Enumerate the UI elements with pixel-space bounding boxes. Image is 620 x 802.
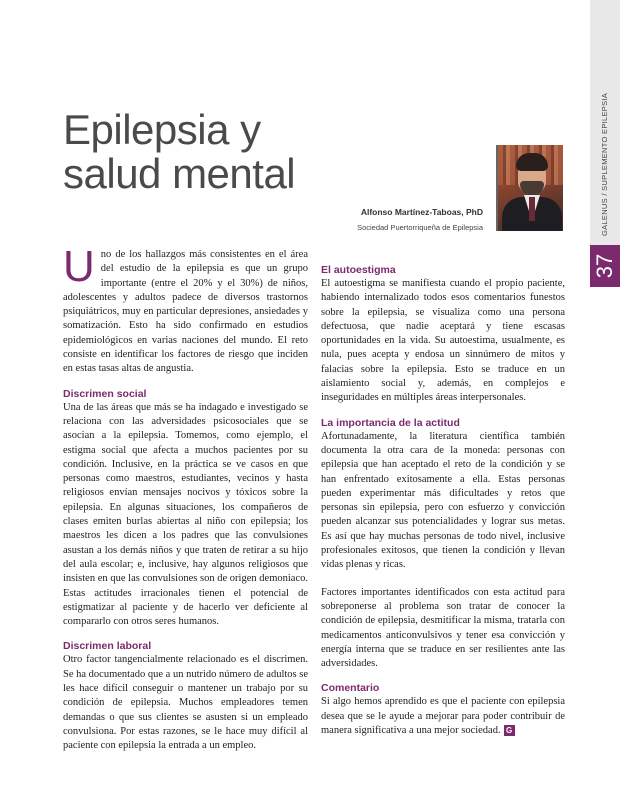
title-line-1: Epilepsia y xyxy=(63,106,261,153)
paragraph-actitud-1: Afortunadamente, la literatura científica también documenta la otra cara de la moneda: personas con epilepsia que han aceptado el reto de la condición y se han enfrentado exitosamente a ella. Estas personas pueden experimentar más dificultades y retos que personas sin epilepsia, pero con esfuerzo y convicción pueden alcanzar sus potencialidades y lograr sus metas. Es así que hay muchas personas de todo nivel, inclusive profesionales exitosos, que tienen la condición y llevan vidas plenas y ricas. xyxy=(321,430,565,571)
author-affiliation: Sociedad Puertorriqueña de Epilepsia xyxy=(357,223,483,232)
paragraph-autoestigma: El autoestigma se manifiesta cuando el propio paciente, habiendo internalizado todos esos comentarios funestos sobre la epilepsia, se visualiza como una persona defectuosa, que nadie aceptará y tiene escasas oportunidades en la vida. Su autoestima, usualmente, es nula, pues acepta y endosa un sinnúmero de mitos y falacias sobre la epilepsia. Esto se traduce en un aislamiento social y, además, en complejos e inseguridades en múltiples áreas interpersonales. xyxy=(321,278,565,404)
paragraph-gap xyxy=(321,573,565,586)
photo-hair xyxy=(516,153,548,171)
paragraph-discrimen-social: Una de las áreas que más se ha indagado e investigado se relaciona con las adversidades psicosociales que se asocian a la epilepsia. Tomemos, como ejemplo, el estigma social que afecta a muchos pacientes por su condición. Inclusive, en la práctica se ve casos en que personas como maestros, estudiantes, vecinos y hasta religiosos envían mensajes nocivos y tóxicos sobre la epilepsia. En algunas situaciones, los compañeros de clases emiten burlas abiertas al niño con epilepsia; los maestros les dicen a los padres que las convulsiones asustan a los demás niños y que traten de retirar a su hijo del aula escolar; e, inclusive, hay algunos religiosos que insisten en que las convulsiones son de origen demoniaco. Estas actitudes irracionales tienen el potencial de estigmatizar al paciente y de hacerlo ver deficiente al compararlo con otros seres humanos. xyxy=(63,401,308,628)
left-column xyxy=(63,242,308,754)
paragraph-discrimen-laboral: Otro factor tangencialmente relacionado es el discrimen. Se ha documentado que a un nutrido número de adultos se les hace difícil conseguir o mantener un trabajo por su condición de epilepsia. Muchos empleadores temen demandas o que sus clientes se asusten si un empleado convulsiona. Por estas razones, se le hace muy difícil al paciente con epilepsia la entrada a un empleo. xyxy=(63,654,308,752)
heading-actitud: La importancia de la actitud xyxy=(321,416,460,429)
running-header: GALENUS / SUPLEMENTO EPILEPSIA xyxy=(600,92,609,236)
drop-cap: U xyxy=(63,242,95,291)
paragraph-actitud-2: Factores importantes identificados con esta actitud para sobreponerse al problema son tratar de conocer la condición de epilepsia, desmitificar la misma, tratarla con medicamentos anticonvulsivos y tener esa convicción y energía interna que se traduce en ser resilientes ante las adversidades. xyxy=(321,586,565,670)
heading-comentario: Comentario xyxy=(321,682,380,695)
photo-tie xyxy=(529,197,535,221)
heading-discrimen-social: Discrimen social xyxy=(63,387,147,400)
intro-paragraph xyxy=(63,242,308,377)
end-mark-icon: G xyxy=(504,725,515,736)
paragraph-comentario xyxy=(321,695,565,738)
heading-discrimen-laboral: Discrimen laboral xyxy=(63,640,152,653)
article-title xyxy=(63,108,295,196)
author-photo xyxy=(496,145,563,231)
page-number-box xyxy=(590,245,620,287)
heading-autoestigma: El autoestigma xyxy=(321,264,396,276)
intro-text: no de los hallazgos más consistentes en el área del estudio de la epilepsia es que un grupo importante (entre el 20% y el 30%) de niños, adolescentes y adultos padece de diversos trastornos psiquiátricos, muy en particular depresiones, ansiedades y somatización. Esto ha sido confirmado en estudios epidemiológicos en varias naciones del mundo. El reto consiste en identificar los factores de riesgo que inciden en estas tasas altas de angustia. xyxy=(63,249,308,375)
page-number: 37 xyxy=(591,253,617,279)
photo-beard xyxy=(520,181,544,195)
right-column xyxy=(321,263,565,738)
comentario-text: Si algo hemos aprendido es que el paciente con epilepsia desea que se le ayude a mejorar para poder contribuir de manera significativa a una mejor sociedad. xyxy=(321,696,565,737)
title-line-2: salud mental xyxy=(63,150,296,197)
sidebar xyxy=(590,0,620,802)
author-name: Alfonso Martínez-Taboas, PhD xyxy=(360,207,483,217)
